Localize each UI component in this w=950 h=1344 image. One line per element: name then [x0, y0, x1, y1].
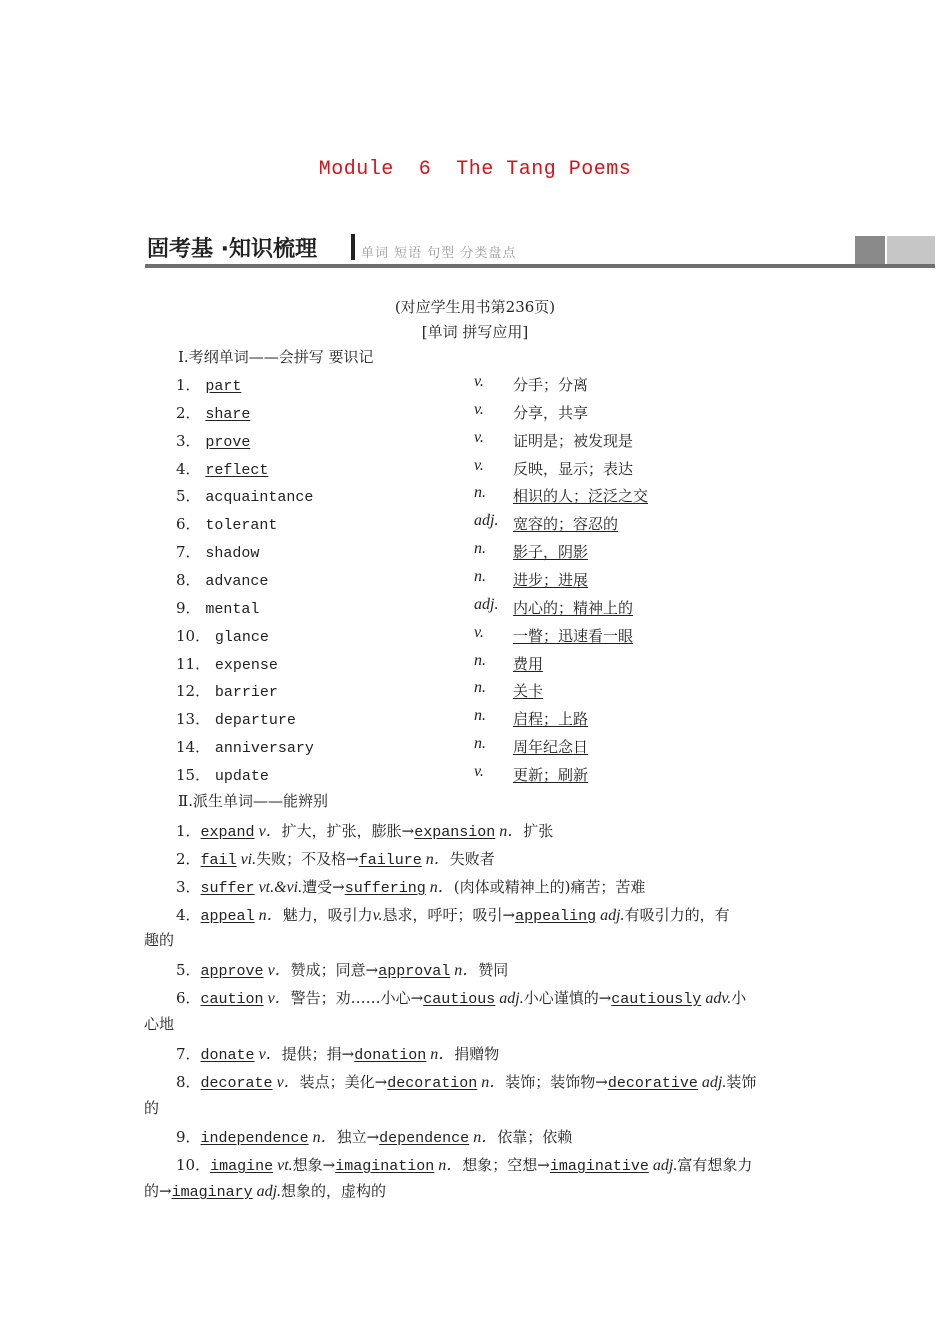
item-number: 8．	[176, 571, 206, 589]
derivative-line	[176, 1069, 756, 1092]
text: 9．	[176, 1128, 201, 1146]
english-word: acquaintance	[205, 489, 314, 506]
derivative-line	[176, 874, 645, 897]
chinese-meaning: 一瞥；迅速看一眼	[513, 627, 634, 645]
text: 失败；不及格→	[256, 850, 359, 868]
vocab-word	[176, 653, 278, 674]
english-word: suffering	[344, 880, 426, 897]
vocab-word	[176, 625, 269, 646]
english-word: tolerant	[205, 517, 278, 534]
chinese-meaning: 内心的；精神上的	[513, 599, 634, 617]
text: 有吸引力的，有	[624, 906, 730, 924]
english-word: share	[205, 406, 251, 423]
chinese-meaning: 启程；上路	[513, 710, 589, 728]
part-of-speech: n.	[474, 652, 486, 669]
text: 1．	[176, 822, 201, 840]
english-word: expand	[200, 824, 255, 841]
english-word: independence	[200, 1130, 309, 1147]
part-of-speech: n.	[474, 540, 486, 557]
derivative-line	[176, 1041, 499, 1064]
text: 想象；空想→	[462, 1156, 550, 1174]
english-word: anniversary	[214, 740, 314, 757]
chinese-meaning: 分手；分离	[513, 376, 589, 394]
page-title: Module 6 The Tang Poems	[318, 158, 632, 181]
part-of-speech: v．	[263, 990, 291, 1007]
part-of-speech: n．	[421, 851, 450, 868]
part-of-speech: v.	[474, 429, 484, 446]
english-word: reflect	[205, 462, 269, 479]
text: 的	[144, 1099, 160, 1117]
part-of-speech: n．	[469, 1129, 498, 1146]
english-word: prove	[205, 434, 251, 451]
derivative-line	[144, 1180, 386, 1201]
item-number: 6．	[176, 515, 206, 533]
part-of-speech: adj.	[697, 1074, 727, 1091]
english-word: appeal	[200, 908, 255, 925]
english-word: cautious	[423, 991, 496, 1008]
english-word: approval	[378, 963, 451, 980]
text: 装饰；装饰物→	[505, 1073, 608, 1091]
part-of-speech: n．	[426, 1046, 455, 1063]
vocab-word	[176, 402, 250, 423]
text: 捐赠物	[454, 1045, 500, 1063]
text: 想象→	[292, 1156, 336, 1174]
part-of-speech: v.	[474, 763, 484, 780]
banner-divider	[351, 234, 355, 260]
banner-rule	[145, 264, 935, 268]
part-of-speech: v．	[254, 823, 282, 840]
vocab-word	[176, 513, 277, 534]
banner-block-light	[887, 236, 935, 264]
part-of-speech: adj.	[474, 512, 499, 529]
part-of-speech: adj.	[474, 596, 499, 613]
english-word: expansion	[414, 824, 496, 841]
part-of-speech: adv.	[701, 990, 732, 1007]
part-of-speech: n．	[495, 823, 524, 840]
part-of-speech: adj.	[648, 1157, 678, 1174]
english-word: imagine	[210, 1158, 274, 1175]
english-word: caution	[200, 991, 264, 1008]
text: 心地	[144, 1015, 175, 1033]
derivative-line	[144, 929, 174, 950]
text: 扩大，扩张，膨胀→	[281, 822, 415, 840]
chinese-meaning: 反映，显示；表达	[513, 460, 634, 478]
part-of-speech: adj.	[495, 990, 524, 1007]
vocab-word	[176, 569, 268, 590]
text: 遭受→	[302, 878, 345, 896]
text: 8．	[176, 1073, 201, 1091]
vocab-word	[176, 597, 259, 618]
text: 4．	[176, 906, 201, 924]
chinese-meaning: 周年纪念日	[513, 738, 589, 756]
item-number: 11．	[176, 655, 215, 673]
derivative-line	[176, 957, 508, 980]
part-of-speech: n.	[474, 484, 486, 501]
item-number: 14．	[176, 738, 215, 756]
part2-heading: Ⅱ.派生单词——能辨别	[178, 792, 328, 810]
english-word: donate	[200, 1047, 255, 1064]
part-of-speech: v.	[474, 401, 484, 418]
text: 提供；捐→	[281, 1045, 355, 1063]
chinese-meaning: 更新；刷新	[513, 766, 589, 784]
english-word: advance	[205, 573, 269, 590]
english-word: departure	[214, 712, 296, 729]
part-of-speech: adj.	[252, 1183, 282, 1200]
derivative-line	[176, 846, 495, 869]
text: 赞同	[478, 961, 509, 979]
vocab-word	[176, 458, 268, 479]
banner-title: 固考基 ·知识梳理	[147, 237, 318, 262]
part-of-speech: n.	[474, 735, 486, 752]
part1-heading: Ⅰ.考纲单词——会拼写 要识记	[178, 348, 374, 366]
english-word: decoration	[387, 1075, 478, 1092]
section-label: [单词 拼写应用]	[421, 323, 529, 341]
english-word: cautiously	[611, 991, 702, 1008]
page-reference: (对应学生用书第236页)	[394, 298, 556, 316]
part-of-speech: vt.	[273, 1157, 293, 1174]
text: 10．	[176, 1156, 211, 1174]
derivative-line	[144, 1013, 174, 1034]
part-of-speech: n．	[254, 907, 283, 924]
section-banner	[145, 230, 935, 270]
chinese-meaning: 影子，阴影	[513, 543, 589, 561]
part-of-speech: n．	[477, 1074, 506, 1091]
part-of-speech: n．	[308, 1129, 337, 1146]
text: 的→	[144, 1182, 172, 1200]
banner-block-dark	[855, 236, 885, 264]
part-of-speech: v.	[474, 624, 484, 641]
vocab-word	[176, 764, 269, 785]
english-word: imagination	[335, 1158, 435, 1175]
part-of-speech: v.	[474, 373, 484, 390]
vocab-word	[176, 430, 250, 451]
chinese-meaning: 相识的人；泛泛之交	[513, 487, 649, 505]
english-word: donation	[354, 1047, 427, 1064]
item-number: 2．	[176, 404, 206, 422]
english-word: dependence	[379, 1130, 470, 1147]
item-number: 12．	[176, 682, 215, 700]
chinese-meaning: 证明是；被发现是	[513, 432, 634, 450]
english-word: expense	[214, 657, 278, 674]
english-word: shadow	[205, 545, 260, 562]
english-word: failure	[358, 852, 422, 869]
text: 小	[731, 989, 747, 1007]
part-of-speech: vt.&vi.	[254, 879, 303, 896]
text: 失败者	[449, 850, 495, 868]
text: 装点；美化→	[299, 1073, 388, 1091]
derivative-line	[176, 818, 553, 841]
item-number: 1．	[176, 376, 206, 394]
english-word: fail	[200, 852, 237, 869]
part-of-speech: v.	[372, 907, 383, 924]
part-of-speech: v．	[263, 962, 291, 979]
english-word: update	[214, 768, 269, 785]
item-number: 5．	[176, 487, 206, 505]
text: 3．	[176, 878, 201, 896]
chinese-meaning: 进步；进展	[513, 571, 589, 589]
text: 魅力，吸引力	[282, 906, 373, 924]
vocab-word	[176, 736, 314, 757]
english-word: mental	[205, 601, 260, 618]
derivative-line	[176, 1124, 572, 1147]
vocab-word	[176, 485, 313, 506]
english-word: approve	[200, 963, 264, 980]
english-word: imaginary	[171, 1184, 253, 1201]
text: 趣的	[144, 931, 175, 949]
part-of-speech: adj.	[596, 907, 625, 924]
item-number: 10．	[176, 627, 215, 645]
part-of-speech: n.	[474, 679, 486, 696]
text: 小心谨慎的→	[523, 989, 612, 1007]
banner-subtitle: 单词 短语 句型 分类盘点	[361, 246, 517, 261]
vocab-word	[176, 680, 278, 701]
part-of-speech: n．	[450, 962, 479, 979]
english-word: decorate	[200, 1075, 273, 1092]
derivative-line	[176, 1152, 752, 1175]
text: 装饰	[726, 1073, 757, 1091]
text: 2．	[176, 850, 201, 868]
item-number: 9．	[176, 599, 206, 617]
english-word: barrier	[214, 684, 278, 701]
item-number: 15．	[176, 766, 215, 784]
part-of-speech: vi.	[236, 851, 257, 868]
text: 7．	[176, 1045, 201, 1063]
text: 恳求，呼吁；吸引→	[382, 906, 516, 924]
item-number: 3．	[176, 432, 206, 450]
part-of-speech: v.	[474, 457, 484, 474]
english-word: imaginative	[549, 1158, 649, 1175]
part-of-speech: n.	[474, 707, 486, 724]
part-of-speech: v．	[254, 1046, 282, 1063]
text: 想象的，虚构的	[281, 1182, 387, 1200]
text: 依靠；依赖	[497, 1128, 573, 1146]
chinese-meaning: 分享，共享	[513, 404, 589, 422]
english-word: part	[205, 378, 242, 395]
text: (肉体或精神上的)痛苦；苦难	[453, 878, 646, 896]
part-of-speech: n．	[434, 1157, 463, 1174]
part-of-speech: n．	[425, 879, 454, 896]
chinese-meaning: 费用	[513, 655, 544, 673]
derivative-line	[176, 985, 746, 1008]
item-number: 4．	[176, 460, 206, 478]
chinese-meaning: 宽容的；容忍的	[513, 515, 619, 533]
vocab-word	[176, 708, 296, 729]
english-word: suffer	[200, 880, 255, 897]
text: 独立→	[336, 1128, 380, 1146]
english-word: decorative	[607, 1075, 698, 1092]
part-of-speech: n.	[474, 568, 486, 585]
part-of-speech: v．	[272, 1074, 300, 1091]
item-number: 7．	[176, 543, 206, 561]
text: 赞成；同意→	[290, 961, 379, 979]
vocab-word	[176, 541, 259, 562]
derivative-line	[144, 1097, 159, 1118]
item-number: 13．	[176, 710, 215, 728]
vocab-word	[176, 374, 241, 395]
text: 6．	[176, 989, 201, 1007]
text: 警告；劝……小心→	[290, 989, 424, 1007]
english-word: glance	[214, 629, 269, 646]
derivative-line	[176, 902, 730, 925]
chinese-meaning: 关卡	[513, 682, 544, 700]
text: 5．	[176, 961, 201, 979]
text: 富有想象力	[677, 1156, 753, 1174]
text: 扩张	[523, 822, 554, 840]
english-word: appealing	[515, 908, 597, 925]
